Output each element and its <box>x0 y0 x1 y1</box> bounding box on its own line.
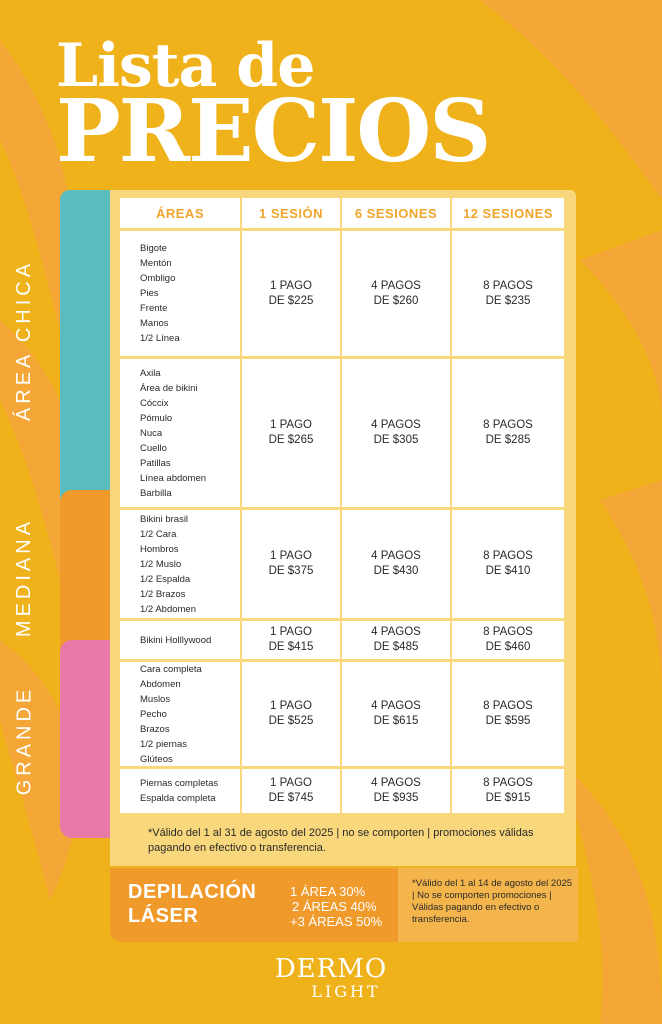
area-item: Frente <box>140 303 168 314</box>
area-item: 1/2 Línea <box>140 333 180 344</box>
area-item: Cara completa <box>140 663 202 675</box>
area-item: Glúteos <box>140 753 173 765</box>
price-cell <box>452 621 564 659</box>
price-amount: DE $485 <box>373 641 419 653</box>
area-item: 1/2 Muslo <box>140 558 182 570</box>
price-amount: DE $460 <box>485 641 531 653</box>
price-amount: DE $285 <box>485 434 531 446</box>
price-amount: DE $415 <box>268 641 314 653</box>
category-bar-chica <box>60 190 110 510</box>
price-amount: DE $235 <box>485 294 531 307</box>
price-count: 1 PAGO <box>270 550 312 562</box>
price-count: 1 PAGO <box>270 700 312 712</box>
price-cell <box>242 769 340 813</box>
area-item: Piernas completas <box>140 778 219 789</box>
category-label-mediana-wrap <box>0 495 50 660</box>
area-item: Bigote <box>140 243 167 254</box>
area-item: Cóccix <box>140 397 169 409</box>
price-amount: DE $260 <box>373 294 419 307</box>
price-cell <box>242 510 340 618</box>
header-1-sesion: 1 SESIÓN <box>242 198 340 228</box>
area-item: Ombligo <box>140 273 176 284</box>
area-item: Hombros <box>140 543 179 555</box>
area-item: Pies <box>140 288 159 299</box>
area-item: Pecho <box>140 708 167 720</box>
price-cell <box>242 662 340 766</box>
area-item: Mentón <box>140 258 172 269</box>
page-title-line2: PRECIOS <box>56 81 490 182</box>
area-item: Muslos <box>140 693 171 705</box>
areas-list <box>140 241 180 346</box>
area-item: 1/2 Cara <box>140 528 177 540</box>
price-amount: DE $265 <box>268 434 314 446</box>
price-count: 4 PAGOS <box>371 777 421 789</box>
table-row-areas <box>120 510 240 618</box>
logo-line2: LIGHT <box>311 982 381 1001</box>
area-item: 1/2 piernas <box>140 738 188 750</box>
price-count: 8 PAGOS <box>483 550 533 562</box>
table-row-areas <box>120 359 240 507</box>
category-label-grande-wrap <box>0 650 50 830</box>
areas-list <box>140 776 218 806</box>
price-amount: DE $935 <box>373 792 419 804</box>
areas-list <box>140 366 206 501</box>
page-title-line1: Lista de <box>56 31 315 101</box>
discount-item: 1 ÁREA 30% <box>290 884 366 899</box>
category-bar-mediana <box>60 490 110 660</box>
area-item: Abdomen <box>140 678 181 690</box>
price-cell <box>342 621 450 659</box>
category-bar-grande <box>60 640 110 838</box>
promo-title-line2: LÁSER <box>128 905 199 927</box>
area-item: 1/2 Espalda <box>140 573 191 585</box>
promo-discounts <box>290 884 382 929</box>
price-amount: DE $225 <box>268 294 314 307</box>
logo-line1: DERMO <box>274 954 388 984</box>
category-label-chica-wrap <box>0 190 50 490</box>
price-count: 4 PAGOS <box>371 419 421 431</box>
discount-item: +3 ÁREAS 50% <box>290 914 383 929</box>
price-cell <box>342 510 450 618</box>
areas-list <box>140 662 202 767</box>
price-cell <box>242 231 340 356</box>
header-areas: ÁREAS <box>120 198 240 228</box>
category-label-mediana: MEDIANA <box>13 517 36 638</box>
table-row-areas <box>120 231 240 356</box>
price-amount: DE $915 <box>485 792 531 804</box>
price-amount: DE $595 <box>485 715 531 727</box>
price-count: 8 PAGOS <box>483 777 533 789</box>
area-item: Patillas <box>140 457 171 469</box>
area-item: Axila <box>140 367 161 379</box>
area-item: Brazos <box>140 723 170 735</box>
price-count: 8 PAGOS <box>483 419 533 431</box>
area-item: Pómulo <box>140 412 173 424</box>
category-label-chica: ÁREA CHICA <box>13 259 36 421</box>
price-count: 8 PAGOS <box>483 626 533 638</box>
price-cell <box>452 359 564 507</box>
discount-item: 2 ÁREAS 40% <box>292 899 377 914</box>
area-item: 1/2 Brazos <box>140 588 186 600</box>
price-cell <box>242 359 340 507</box>
areas-list <box>140 633 211 648</box>
price-count: 8 PAGOS <box>483 700 533 712</box>
price-cell <box>242 621 340 659</box>
price-cell <box>452 769 564 813</box>
areas-list <box>140 512 196 617</box>
price-amount: DE $615 <box>373 715 419 727</box>
area-item: Espalda completa <box>140 793 216 804</box>
header-6-sesiones: 6 SESIONES <box>342 198 450 228</box>
price-count: 1 PAGO <box>270 777 312 789</box>
price-count: 1 PAGO <box>270 626 312 638</box>
price-count: 4 PAGOS <box>371 700 421 712</box>
area-item: Línea abdomen <box>140 472 207 484</box>
price-amount: DE $410 <box>485 565 531 577</box>
price-amount: DE $745 <box>268 792 314 804</box>
table-row-areas <box>120 621 240 659</box>
price-amount: DE $305 <box>373 434 419 446</box>
price-count: 1 PAGO <box>270 279 312 292</box>
price-count: 4 PAGOS <box>371 626 421 638</box>
price-cell <box>342 359 450 507</box>
validity-note: *Válido del 1 al 31 de agosto del 2025 | no se comporten | promociones válidas pagando en efectivo o transferencia. <box>148 827 534 854</box>
price-cell <box>342 231 450 356</box>
price-cell <box>452 231 564 356</box>
area-item: Manos <box>140 318 169 329</box>
price-cell <box>342 662 450 766</box>
area-item: Bikini Holllywood <box>140 634 212 646</box>
table-row-areas <box>120 662 240 766</box>
price-amount: DE $525 <box>268 715 314 727</box>
price-amount: DE $375 <box>268 565 314 577</box>
brand-logo <box>268 955 394 1001</box>
price-count: 1 PAGO <box>270 419 312 431</box>
area-item: Cuello <box>140 442 167 454</box>
price-count: 8 PAGOS <box>483 279 533 292</box>
price-amount: DE $430 <box>373 565 419 577</box>
price-cell <box>452 662 564 766</box>
area-item: Barbilla <box>140 487 172 499</box>
price-cell <box>452 510 564 618</box>
promo-title-line1: DEPILACIÓN <box>128 881 257 903</box>
category-label-grande: GRANDE <box>13 685 36 795</box>
table-row-areas <box>120 769 240 813</box>
price-count: 4 PAGOS <box>371 550 421 562</box>
area-item: Nuca <box>140 427 163 439</box>
area-item: Bikini brasil <box>140 513 189 525</box>
price-cell <box>342 769 450 813</box>
header-12-sesiones: 12 SESIONES <box>452 198 564 228</box>
promo-title <box>128 880 256 928</box>
promo-note: *Válido del 1 al 14 de agosto del 2025 | No se comporten promociones | Válidas pagando en efectivo o transferencia. <box>412 878 573 925</box>
price-count: 4 PAGOS <box>371 279 421 292</box>
area-item: Área de bikini <box>140 382 198 394</box>
area-item: 1/2 Abdomen <box>140 603 196 615</box>
